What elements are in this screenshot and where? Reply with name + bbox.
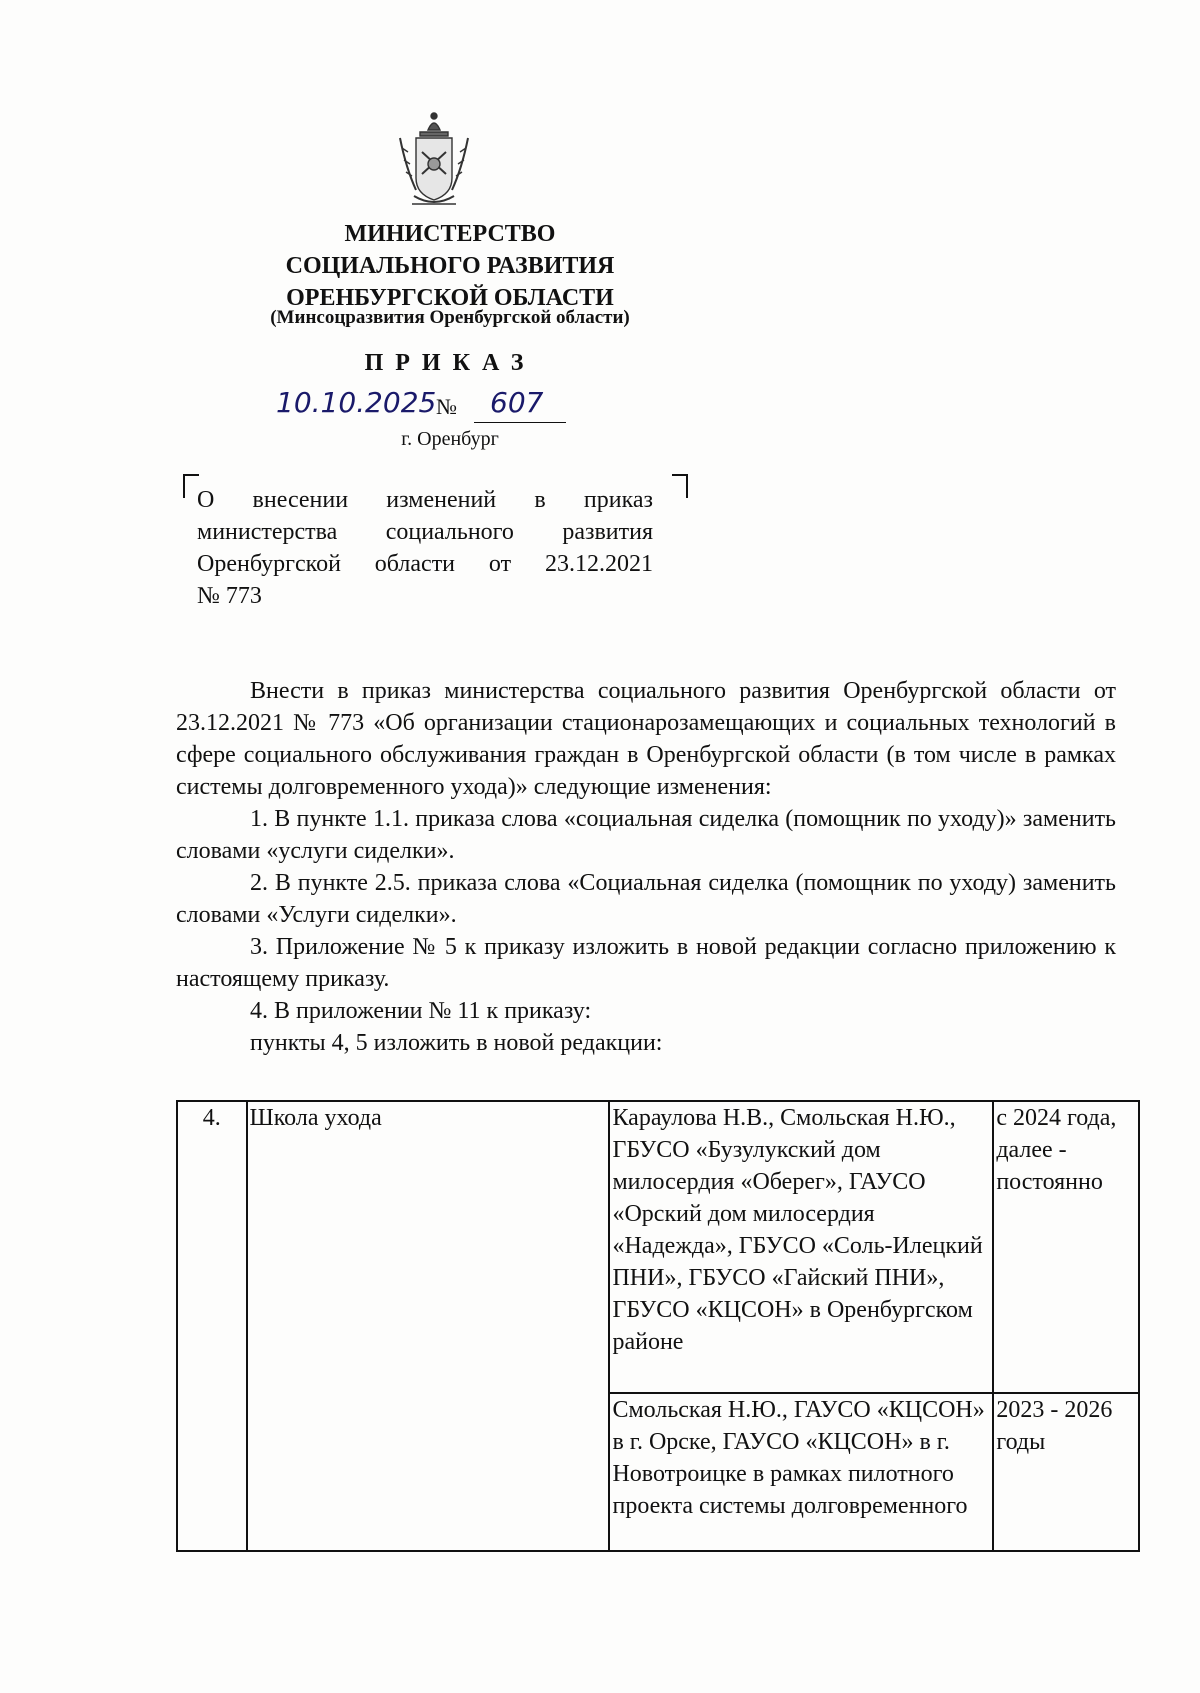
ministry-short-name: (Минсоцразвития Оренбургской области): [270, 307, 630, 328]
order-body: [176, 675, 1116, 1059]
order-subject: [197, 484, 653, 612]
ministry-name-line3: ОРЕНБУРГСКОЙ ОБЛАСТИ: [286, 285, 614, 311]
term-cell: 2023 - 2026 годы: [993, 1393, 1139, 1551]
ministry-name-line1: МИНИСТЕРСТВО: [344, 221, 556, 247]
row-number-continued: [177, 1393, 247, 1551]
order-number: 607: [490, 386, 544, 419]
item-4: 4. В приложении № 11 к приказу:: [250, 998, 592, 1024]
number-underline: [474, 422, 566, 423]
item-4-sub: пункты 4, 5 изложить в новой редакции:: [250, 1030, 663, 1056]
term-cell: с 2024 года, далее - постоянно: [993, 1101, 1139, 1393]
city: г. Оренбург: [401, 428, 499, 450]
executors-cell: Караулова Н.В., Смольская Н.Ю., ГБУСО «Бузулукский дом милосердия «Оберег», ГАУСО «Орский дом милосердия «Надежда», ГБУСО «Соль-Илецкий ПНИ», ГБУСО «Гайский ПНИ», ГБУСО «КЦСОН» в Оренбургском районе: [609, 1101, 993, 1393]
item-1: 1. В пункте 1.1. приказа слова «социальная сиделка (помощник по уходу)» заменить словами «услуги сиделки».: [176, 806, 1116, 864]
executors-cell: Смольская Н.Ю., ГАУСО «КЦСОН» в г. Орске, ГАУСО «КЦСОН» в г. Новотроицке в рамках пилотного проекта системы долговременного: [609, 1393, 993, 1551]
ministry-name-line2: СОЦИАЛЬНОГО РАЗВИТИЯ: [285, 253, 615, 279]
row-number: 4.: [177, 1101, 247, 1393]
measure-name-continued: [247, 1393, 610, 1551]
order-date: 10.10.2025: [276, 386, 437, 419]
subject-line2: министерства социального развития: [197, 519, 653, 545]
number-label: №: [436, 394, 457, 419]
subject-line1: О внесении изменений в приказ: [197, 487, 653, 513]
coat-of-arms-icon: [392, 108, 476, 212]
intro-paragraph: Внести в приказ министерства социального развития Оренбургской области от 23.12.2021 № 773 «Об организации стационарозамещающих и социальных технологий в сфере социального обслуживания граждан в Оренбургской области (в том числе в рамках системы долговременного ухода)» следующие изменения:: [176, 678, 1116, 800]
changes-table: [176, 1100, 1140, 1552]
subject-line3: Оренбургской области от 23.12.2021: [197, 551, 653, 577]
document-type: ПРИКАЗ: [364, 350, 536, 376]
table-row: [177, 1101, 1139, 1393]
item-2: 2. В пункте 2.5. приказа слова «Социальная сиделка (помощник по уходу) заменить словами «Услуги сиделки».: [176, 870, 1116, 928]
subject-bracket-right: [672, 474, 688, 498]
table-row: [177, 1393, 1139, 1551]
item-3: 3. Приложение № 5 к приказу изложить в новой редакции согласно приложению к настоящему приказу.: [176, 934, 1116, 992]
ministry-header: [180, 218, 720, 314]
measure-name: Школа ухода: [247, 1101, 610, 1393]
subject-line4: № 773: [197, 583, 262, 609]
